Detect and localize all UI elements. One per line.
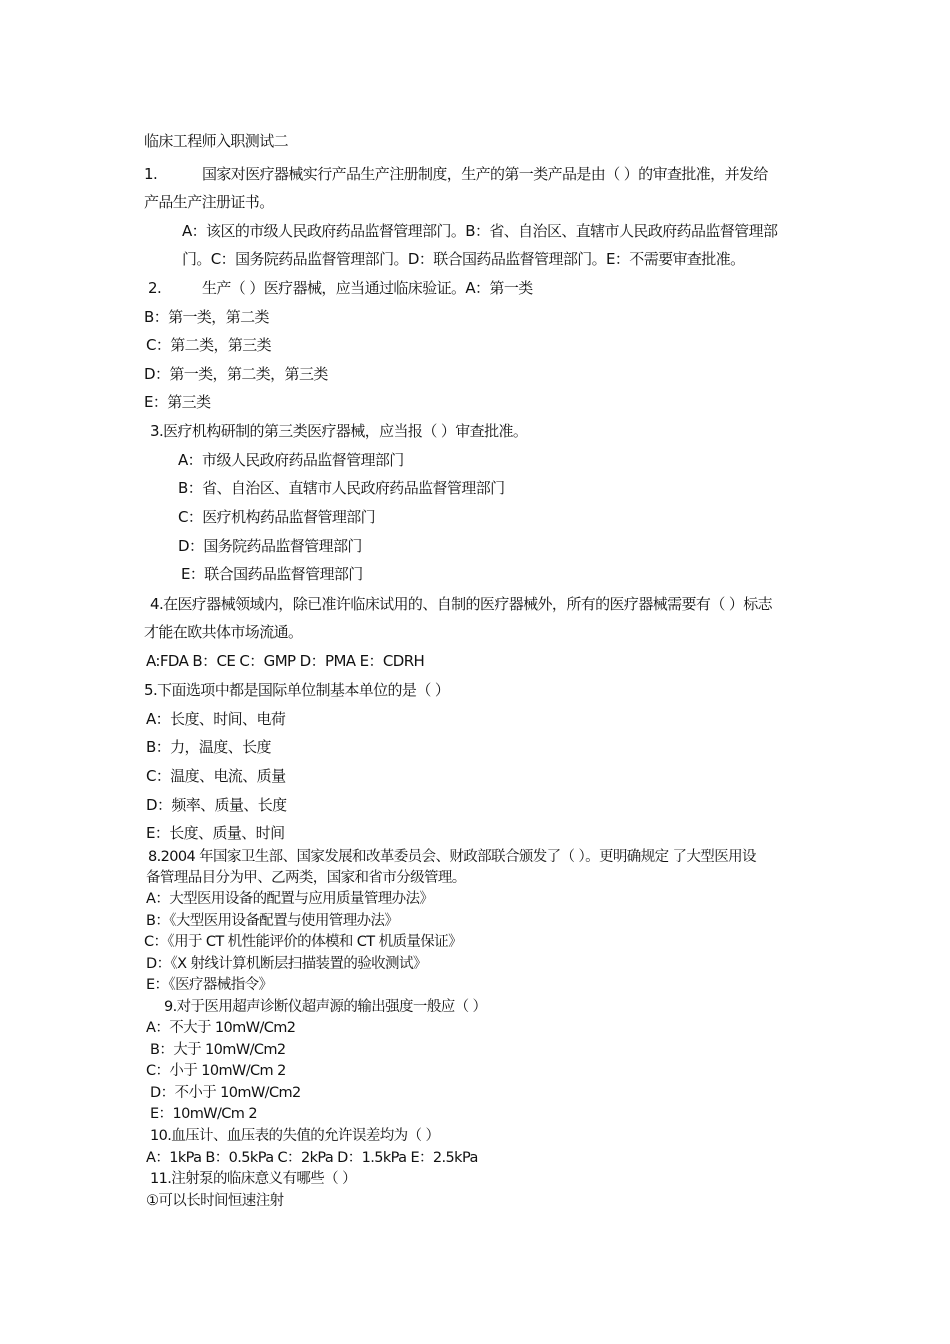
question-9-option-c: C：小于 10mW/Cm 2: [146, 1063, 286, 1079]
question-5-text: 5.下面选项中都是国际单位制基本单位的是（ ）: [144, 681, 450, 699]
question-8-text: 8.2004 年国家卫生部、国家发展和改革委员会、财政部联合颁发了（ ）。更明确规定 了大型医用设: [148, 849, 756, 865]
question-8-option-b: B：《大型医用设备配置与使用管理办法》: [146, 913, 399, 929]
question-1: [144, 164, 768, 184]
question-10-options: A：1kPa B：0.5kPa C：2kPa D：1.5kPa E：2.5kPa: [146, 1150, 478, 1166]
question-5-option-c: C：温度、电流、质量: [146, 767, 286, 785]
question-3-option-e: E：联合国药品监督管理部门: [181, 565, 363, 583]
question-2-option-d: D：第一类，第二类，第三类: [144, 365, 328, 383]
question-9-option-d: D：不小于 10mW/Cm2: [150, 1085, 301, 1101]
question-8-option-d: D：《X 射线计算机断层扫描装置的验收测试》: [146, 956, 427, 972]
question-2: [148, 278, 533, 298]
question-8-text-continued: 备管理品目分为甲、乙两类，国家和省市分级管理。: [146, 870, 466, 886]
question-5-option-d: D：频率、质量、长度: [146, 796, 287, 814]
question-2-option-e: E：第三类: [144, 393, 211, 411]
question-8-option-c: C：《用于 CT 机性能评价的体模和 CT 机质量保证》: [144, 934, 462, 950]
question-4-options: A:FDA B：CE C：GMP D：PMA E：CDRH: [146, 652, 425, 670]
question-5-option-a: A：长度、时间、电荷: [146, 710, 286, 728]
question-5-option-e: E：长度、质量、时间: [146, 824, 285, 842]
question-1-options-line-1: A：该区的市级人民政府药品监督管理部门。B：省、自治区、直辖市人民政府药品监督管理部: [182, 222, 778, 240]
question-1-number: 1.: [144, 165, 158, 183]
question-8-option-e: E：《医疗器械指令》: [146, 977, 273, 993]
question-3-option-c: C：医疗机构药品监督管理部门: [178, 508, 376, 526]
question-3-option-b: B：省、自治区、直辖市人民政府药品监督管理部门: [178, 479, 505, 497]
question-8-option-a: A：大型医用设备的配置与应用质量管理办法》: [146, 891, 434, 907]
question-11-text: 11.注射泵的临床意义有哪些（ ）: [150, 1171, 356, 1187]
document-title: 临床工程师入职测试二: [144, 132, 289, 150]
question-1-text-continued: 产品生产注册证书。: [144, 193, 274, 211]
question-9-option-e: E：10mW/Cm 2: [150, 1106, 257, 1122]
question-1-text: 国家对医疗器械实行产品生产注册制度，生产的第一类产品是由（ ）的审查批准，并发给: [202, 165, 768, 183]
question-2-option-b: B：第一类，第二类: [144, 308, 269, 326]
question-11-item-1: ①可以长时间恒速注射: [146, 1193, 284, 1209]
question-1-options-line-2: 门。C：国务院药品监督管理部门。D：联合国药品监督管理部门。E：不需要审查批准。: [182, 250, 745, 268]
question-3-option-a: A：市级人民政府药品监督管理部门: [178, 451, 404, 469]
question-3-text: 3.医疗机构研制的第三类医疗器械，应当报（ ）审查批准。: [150, 422, 528, 440]
question-9-option-a: A：不大于 10mW/Cm2: [146, 1020, 296, 1036]
question-9-text: 9.对于医用超声诊断仪超声源的输出强度一般应（ ）: [164, 999, 487, 1015]
question-3-option-d: D：国务院药品监督管理部门: [178, 537, 362, 555]
question-9-option-b: B：大于 10mW/Cm2: [150, 1042, 286, 1058]
question-2-option-c: C：第二类，第三类: [146, 336, 272, 354]
question-2-number: 2.: [148, 279, 162, 297]
question-5-option-b: B：力，温度、长度: [146, 738, 271, 756]
question-10-text: 10.血压计、血压表的失值的允许误差均为（ ）: [150, 1128, 440, 1144]
question-4-text-continued: 才能在欧共体市场流通。: [144, 623, 303, 641]
question-4-text: 4.在医疗器械领域内，除已准许临床试用的、自制的医疗器械外，所有的医疗器械需要有（ ）标志: [150, 595, 773, 613]
question-2-text: 生产（ ）医疗器械，应当通过临床验证。A：第一类: [202, 279, 533, 297]
